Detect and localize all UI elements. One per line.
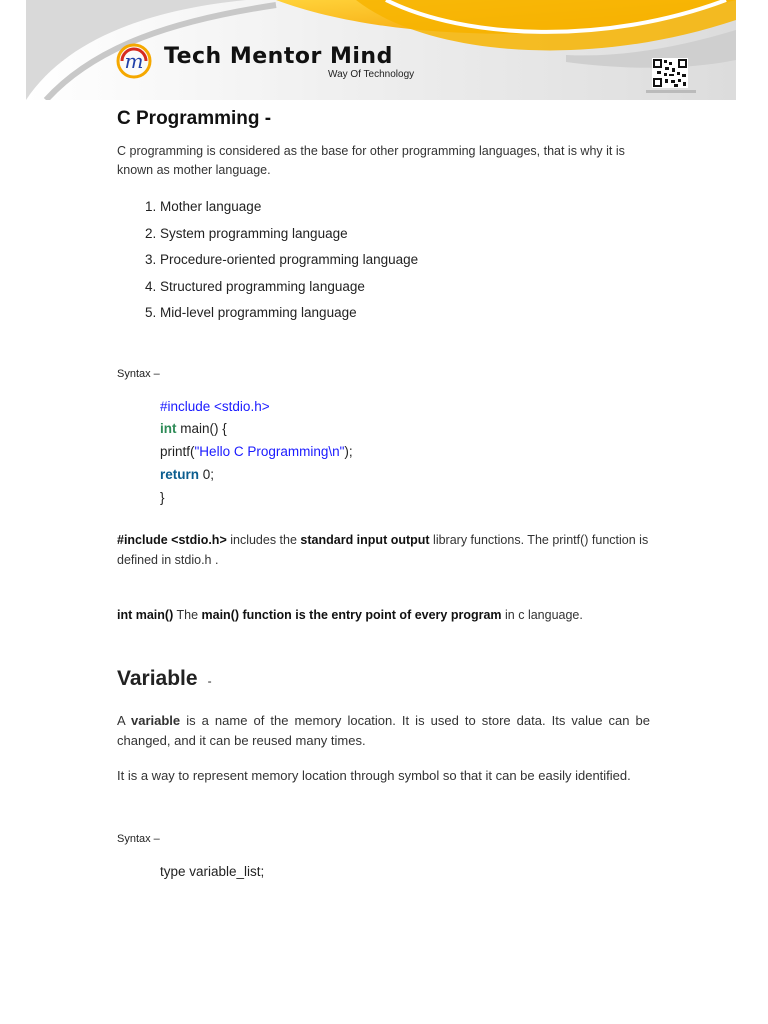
c-intro-paragraph: C programming is considered as the base for other programming languages, that is why it is known as mother language.	[117, 144, 625, 177]
variable-title-dash: -	[207, 673, 212, 688]
syntax-label: Syntax –	[117, 832, 160, 845]
list-item: 3. Procedure-oriented programming language	[160, 247, 650, 274]
bold-include: #include <stdio.h>	[117, 533, 227, 548]
bold-stdio: standard input output	[300, 533, 430, 548]
variable-symbol-paragraph: It is a way to represent memory location through symbol so that it can be easily identified.	[117, 767, 631, 783]
text-span: in c language.	[501, 608, 583, 623]
brand-name: Tech Mentor Mind	[164, 44, 393, 69]
list-item: 5. Mid-level programming language	[160, 300, 650, 327]
section-title-variable	[117, 667, 650, 691]
code-line-include	[160, 396, 650, 419]
code-return-value: 0;	[199, 466, 215, 482]
syntax-label: Syntax –	[117, 367, 160, 380]
list-item: 2. System programming language	[160, 221, 650, 248]
brand-tagline: Way Of Technology	[328, 69, 415, 80]
list-item: 4. Structured programming language	[160, 274, 650, 301]
code-printf-close: );	[344, 444, 353, 460]
bold-entry-point: main() function is the entry point of every program	[201, 608, 502, 623]
code-line-printf	[160, 441, 650, 464]
text-span: The	[173, 608, 202, 623]
code-main-signature: main() {	[176, 421, 227, 437]
variable-definition-paragraph	[117, 711, 650, 751]
text-span: includes the	[226, 533, 301, 548]
code-int-keyword: int	[160, 421, 177, 437]
document-content	[117, 104, 650, 884]
code-line-return	[160, 464, 650, 487]
code-block-hello	[160, 396, 650, 510]
main-description	[117, 606, 650, 626]
code-printf-open: printf(	[160, 444, 195, 460]
text-span: library functions. The printf() function is defined in stdio.h .	[117, 533, 649, 567]
include-description	[117, 531, 650, 570]
section-title-c-programming: C Programming -	[117, 108, 272, 129]
variable-title-text: Variable	[117, 666, 198, 690]
code-close-brace: }	[160, 489, 165, 505]
header-banner	[26, 0, 736, 100]
code-printf-string: "Hello C Programming\n"	[194, 444, 345, 460]
code-line-main	[160, 418, 650, 441]
svg-text:m: m	[124, 49, 144, 73]
language-feature-list	[117, 194, 650, 327]
text-span: is a name of the memory location. It is used to store data. Its value can be changed, and it can be reused many times.	[117, 712, 650, 748]
bold-int-main: int main()	[117, 608, 174, 623]
list-item: 1. Mother language	[160, 194, 650, 221]
qr-caption-line	[646, 90, 696, 93]
qr-code-icon	[652, 58, 688, 88]
brand-logo-icon	[114, 43, 154, 79]
text-span: A	[117, 712, 131, 728]
code-include: #include <stdio.h>	[160, 398, 270, 414]
bold-variable: variable	[131, 712, 181, 728]
code-return-keyword: return	[160, 466, 200, 482]
code-line-close	[160, 487, 650, 510]
code-block-variable: type variable_list;	[160, 863, 265, 879]
